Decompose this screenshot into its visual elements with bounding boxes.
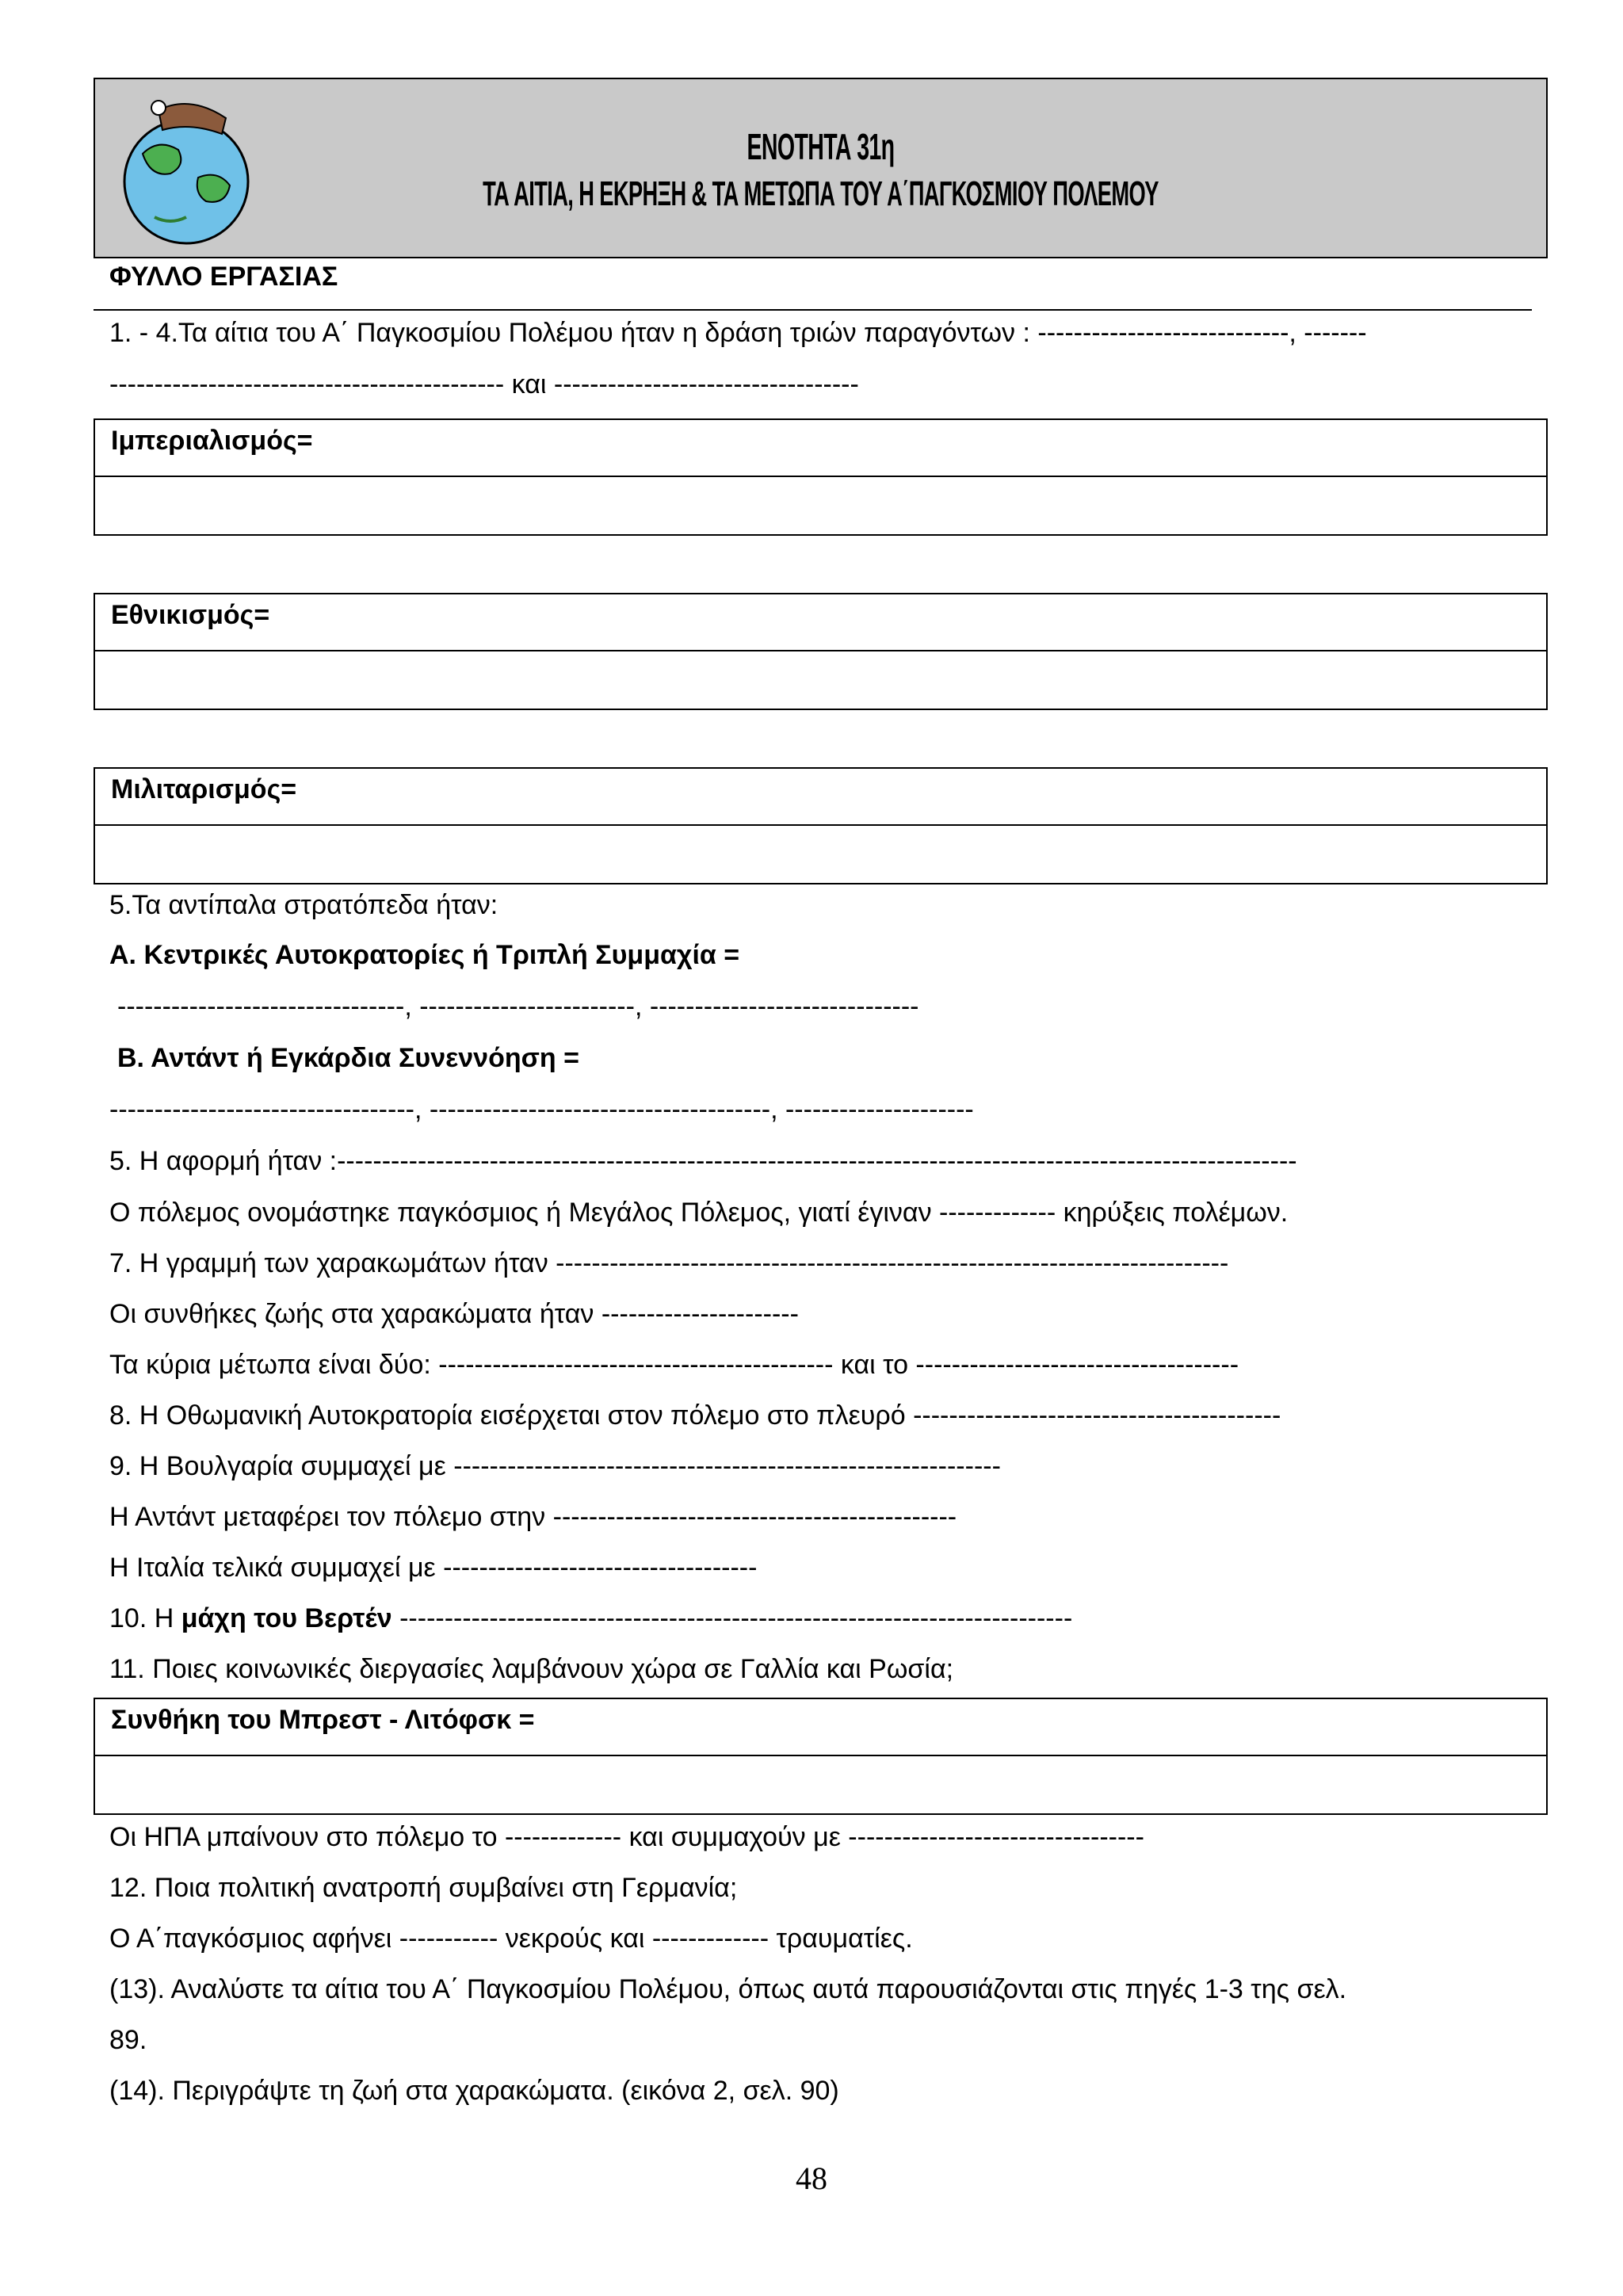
question-14: (14). Περιγράψτε τη ζωή στα χαρακώματα. (εικόνα 2, σελ. 90) bbox=[109, 2076, 839, 2106]
brest-litovsk-box bbox=[94, 1698, 1548, 1815]
question-casualties: Ο Α΄παγκόσμιος αφήνει ----------- νεκρούς και ------------- τραυματίες. bbox=[109, 1924, 913, 1954]
question-13-line2: 89. bbox=[109, 2025, 147, 2055]
question-12: 12. Ποια πολιτική ανατροπή συμβαίνει στη Γερμανία; bbox=[109, 1873, 738, 1903]
globe-logo-icon bbox=[111, 90, 262, 249]
central-powers-label: Α. Κεντρικές Αυτοκρατορίες ή Τριπλή Συμμαχία = bbox=[109, 940, 740, 970]
battle-of-verdun: μάχη του Βερτέν bbox=[181, 1603, 392, 1633]
question-pagkosmios: Ο πόλεμος ονομάστηκε παγκόσμιος ή Μεγάλος Πόλεμος, γιατί έγιναν ------------- κηρύξεις πολέμων. bbox=[109, 1198, 1289, 1228]
central-powers-blanks: --------------------------------, ------------------------, ------------------------------ bbox=[117, 991, 919, 1022]
question-11: 11. Ποιες κοινωνικές διεργασίες λαμβάνουν χώρα σε Γαλλία και Ρωσία; bbox=[109, 1654, 954, 1684]
question-10-prefix: 10. Η bbox=[109, 1603, 181, 1633]
header-band bbox=[94, 78, 1548, 258]
militarism-box bbox=[94, 767, 1548, 884]
question-entente-moves: Η Αντάντ μεταφέρει τον πόλεμο στην --------------------------------------------- bbox=[109, 1502, 957, 1532]
question-fronts: Τα κύρια μέτωπα είναι δύο: -------------------------------------------- και το ------------------------------------ bbox=[109, 1350, 1239, 1380]
page-number: 48 bbox=[796, 2160, 827, 2196]
worksheet-title: ΦΥΛΛΟ ΕΡΓΑΣΙΑΣ bbox=[109, 262, 338, 292]
imperialism-label: Ιμπεριαλισμός= bbox=[95, 420, 1546, 477]
question-trench-conditions: Οι συνθήκες ζωής στα χαρακώματα ήταν ---------------------- bbox=[109, 1299, 799, 1329]
question-13-line1: (13). Αναλύστε τα αίτια του Α΄ Παγκοσμίου Πολέμου, όπως αυτά παρουσιάζονται στις πηγές 1-3 της σελ. bbox=[109, 1974, 1347, 2004]
question-1-line2: -------------------------------------------- και ---------------------------------- bbox=[109, 369, 859, 399]
question-8: 8. Η Οθωμανική Αυτοκρατορία εισέρχεται στον πόλεμο στο πλευρό ----------------------------------------- bbox=[109, 1400, 1281, 1431]
question-italy: Η Ιταλία τελικά συμμαχεί με ----------------------------------- bbox=[109, 1553, 758, 1583]
entente-blanks: ----------------------------------, --------------------------------------, --------------------- bbox=[109, 1095, 974, 1125]
question-aformi: 5. Η αφορμή ήταν :----------------------------------------------------------------------------------------------------------- bbox=[109, 1146, 1297, 1176]
question-5-intro: 5.Τα αντίπαλα στρατόπεδα ήταν: bbox=[109, 890, 498, 920]
unit-subtitle: ΤΑ ΑΙΤΙΑ, Η ΕΚΡΗΞΗ & ΤΑ ΜΕΤΩΠΑ ΤΟΥ Α΄ΠΑΓΚΟΣΜΙΟΥ ΠΟΛΕΜΟΥ bbox=[483, 174, 1159, 213]
nationalism-label: Εθνικισμός= bbox=[95, 594, 1546, 651]
question-10 bbox=[109, 1603, 1072, 1634]
imperialism-box bbox=[94, 418, 1548, 536]
question-7: 7. Η γραμμή των χαρακωμάτων ήταν --------------------------------------------------------------------------- bbox=[109, 1248, 1229, 1278]
nationalism-box bbox=[94, 593, 1548, 710]
unit-title: ΕΝΟΤΗΤΑ 31η bbox=[747, 126, 895, 167]
question-1-line1: 1. - 4.Τα αίτια του Α΄ Παγκοσμίου Πολέμου ήταν η δράση τριών παραγόντων : ----------------------------, ------- bbox=[109, 318, 1367, 348]
entente-label: Β. Αντάντ ή Εγκάρδια Συνεννόηση = bbox=[117, 1043, 579, 1073]
title-divider bbox=[94, 309, 1532, 311]
question-usa: Οι ΗΠΑ μπαίνουν στο πόλεμο το ------------- και συμμαχούν με --------------------------------- bbox=[109, 1822, 1144, 1852]
question-9: 9. Η Βουλγαρία συμμαχεί με ------------------------------------------------------------- bbox=[109, 1451, 1001, 1481]
brest-litovsk-label: Συνθήκη του Μπρεστ - Λιτόφσκ = bbox=[95, 1699, 1546, 1756]
militarism-label: Μιλιταρισμός= bbox=[95, 769, 1546, 826]
question-10-blank: --------------------------------------------------------------------------- bbox=[391, 1603, 1073, 1633]
